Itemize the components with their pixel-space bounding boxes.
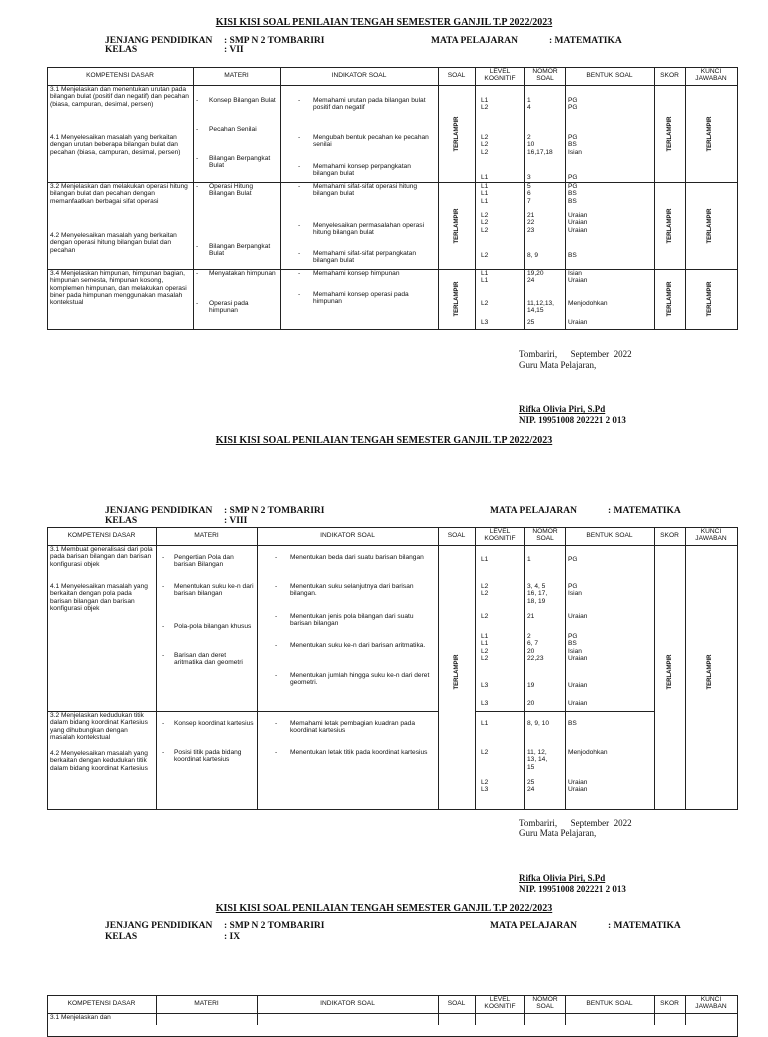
- level-cell: L1: [481, 174, 489, 181]
- bentuk-cell: BS: [568, 720, 577, 727]
- bentuk-cell: Uraian: [568, 700, 588, 707]
- value-mapel-3: : MATEMATIKA: [608, 921, 681, 931]
- indikator-text: Mengubah bentuk pecahan ke pecahan senilai: [313, 134, 429, 149]
- indikator-text: Memahami konsep himpunan: [313, 270, 400, 277]
- materi-text: Menentukan suku ke-n dari barisan bilangan: [174, 583, 254, 598]
- value-mapel-2: : MATEMATIKA: [608, 506, 681, 516]
- nomor-cell: 11,12,13, 14,15: [527, 300, 555, 315]
- materi-text: Konsep Bilangan Bulat: [209, 97, 276, 104]
- sign-place-date-2: Tombariri, September 2022: [519, 818, 632, 828]
- label-jenjang-2: JENJANG PENDIDIKAN: [105, 506, 213, 516]
- label-jenjang-1: JENJANG PENDIDIKAN: [105, 36, 213, 46]
- level-cell: L1: [481, 720, 489, 727]
- bentuk-cell: PG: [568, 174, 578, 181]
- th-skor-1: SKOR: [660, 72, 679, 79]
- nomor-cell: 2 6, 7 20 22,23: [527, 633, 544, 662]
- th-kunci-2: KUNCI JAWABAN: [695, 528, 727, 542]
- th-soal-1: SOAL: [447, 72, 466, 79]
- sign-name-1: Rifka Olivia Piri, S.Pd: [519, 404, 606, 414]
- nomor-cell: 3, 4, 5 16, 17, 18, 19: [527, 583, 548, 605]
- value-jenjang-3: : SMP N 2 TOMBARIRI: [224, 921, 325, 931]
- kunci-terlampir: TERLAMPIR: [707, 281, 713, 317]
- th-bentuk-2: BENTUK SOAL: [586, 532, 633, 539]
- level-cell: L2: [481, 749, 489, 756]
- label-jenjang-3: JENJANG PENDIDIKAN: [105, 921, 213, 931]
- level-cell: L2: [481, 300, 489, 307]
- sign-place-date-1: Tombariri, September 2022: [519, 349, 632, 359]
- soal-terlampir: TERLAMPIR: [454, 281, 460, 317]
- nomor-cell: 3: [527, 174, 531, 181]
- kd-text: 3.1 Menjelaskan dan menentukan urutan pada bilangan bulat (positif dan negatif) dan pecahan (biasa, campuran, desimal, persen): [50, 86, 189, 108]
- soal-terlampir: TERLAMPIR: [454, 116, 460, 152]
- materi-text: Operasi Hitung Bilangan Bulat: [209, 183, 253, 198]
- doc-title-1: KISI KISI SOAL PENILAIAN TENGAH SEMESTER GANJIL T.P 2022/2023: [215, 17, 553, 28]
- nomor-cell: 21 22 23: [527, 212, 535, 234]
- th-soal-2: SOAL: [447, 532, 466, 539]
- kd-text: 3.1 Menjelaskan dan: [50, 1014, 111, 1021]
- indikator-text: Menentukan beda dari suatu barisan bilangan: [290, 554, 424, 561]
- sign-nip-1: NIP. 19951008 202221 2 013: [519, 415, 626, 425]
- th-indikator-3: INDIKATOR SOAL: [320, 1000, 375, 1007]
- bentuk-cell: Uraian Uraian: [568, 779, 588, 794]
- th-indikator-2: INDIKATOR SOAL: [320, 532, 375, 539]
- sign-role-2: Guru Mata Pelajaran,: [519, 828, 597, 838]
- nomor-cell: 8, 9, 10: [527, 720, 549, 727]
- label-kelas-1: KELAS: [105, 45, 138, 55]
- materi-text: Konsep koordinat kartesius: [174, 720, 254, 727]
- doc-title-3: KISI KISI SOAL PENILAIAN TENGAH SEMESTER GANJIL T.P 2022/2023: [215, 903, 553, 914]
- kunci-terlampir: TERLAMPIR: [707, 654, 713, 690]
- materi-text: Pecahan Senilai: [209, 126, 257, 133]
- indikator-text: Memahami urutan pada bilangan bulat positif dan negatif: [313, 97, 426, 112]
- bentuk-cell: PG Isian: [568, 583, 582, 598]
- label-mapel-1: MATA PELAJARAN: [431, 36, 518, 46]
- kunci-terlampir: TERLAMPIR: [707, 116, 713, 152]
- bentuk-cell: Uraian: [568, 319, 588, 326]
- bentuk-cell: Menjodohkan: [568, 749, 608, 756]
- value-kelas-3: : IX: [224, 932, 241, 942]
- nomor-cell: 19: [527, 682, 535, 689]
- indikator-text: Memahami konsep perpangkatan bilangan bulat: [313, 163, 411, 178]
- level-cell: L3: [481, 700, 489, 707]
- value-kelas-1: : VII: [224, 45, 244, 55]
- soal-terlampir: TERLAMPIR: [454, 208, 460, 244]
- nomor-cell: 5 6 7: [527, 183, 531, 205]
- nomor-cell: 11, 12, 13, 14, 15: [527, 749, 548, 771]
- kd-text: 4.2 Menyelesaikan masalah yang berkaitan dengan operasi hitung bilangan bulat dan pecahan: [50, 232, 177, 254]
- th-nomor-1: NOMOR SOAL: [532, 68, 558, 82]
- indikator-text: Memahami konsep operasi pada himpunan: [313, 291, 409, 306]
- level-cell: L1 L1 L1: [481, 183, 489, 205]
- level-cell: L2 L2: [481, 583, 489, 598]
- th-level-1: LEVEL KOGNITIF: [484, 68, 516, 82]
- kd-text: 4.1 Menyelesaikan masalah yang berkaitan dengan urutan beberapa bilangan bulat dan pecahan (biasa, campuran, desimal, persen): [50, 134, 181, 156]
- level-cell: L2 L3: [481, 779, 489, 794]
- level-cell: L2: [481, 252, 489, 259]
- bentuk-cell: Uraian: [568, 613, 588, 620]
- nomor-cell: 19,20 24: [527, 270, 544, 285]
- nomor-cell: 2 10 16,17,18: [527, 134, 553, 156]
- value-mapel-1: : MATEMATIKA: [549, 36, 622, 46]
- bentuk-cell: BS: [568, 252, 577, 259]
- nomor-cell: 8, 9: [527, 252, 538, 259]
- indikator-text: Menentukan jenis pola bilangan dari suatu barisan bilangan: [290, 613, 414, 628]
- kd-text: 3.2 Menjelaskan dan melakukan operasi hitung bilangan bulat dan pecahan dengan memanfaatkan berbagai sifat operasi: [50, 183, 188, 205]
- materi-text: Menyatakan himpunan: [209, 270, 276, 277]
- bentuk-cell: PG BS BS: [568, 183, 578, 205]
- nomor-cell: 1 4: [527, 97, 531, 112]
- nomor-cell: 25: [527, 319, 535, 326]
- indikator-text: Menyelesaikan permasalahan operasi hitung bilangan bulat: [313, 222, 425, 237]
- th-kompetensi-3: KOMPETENSI DASAR: [67, 1000, 136, 1007]
- level-cell: L1 L2: [481, 97, 489, 112]
- indikator-text: Memahami letak pembagian kuadran pada koordinat kartesius: [290, 720, 415, 735]
- materi-text: Operasi pada himpunan: [209, 300, 249, 315]
- label-mapel-3: MATA PELAJARAN: [490, 921, 577, 931]
- bentuk-cell: Uraian Uraian Uraian: [568, 212, 588, 234]
- materi-text: Bilangan Berpangkat Bulat: [209, 243, 271, 258]
- level-cell: L2: [481, 613, 489, 620]
- nomor-cell: 20: [527, 700, 535, 707]
- nomor-cell: 1: [527, 556, 531, 563]
- th-nomor-2: NOMOR SOAL: [532, 528, 558, 542]
- bentuk-cell: Uraian: [568, 682, 588, 689]
- soal-terlampir: TERLAMPIR: [454, 654, 460, 690]
- th-level-3: LEVEL KOGNITIF: [484, 996, 516, 1010]
- label-mapel-2: MATA PELAJARAN: [490, 506, 577, 516]
- skor-terlampir: TERLAMPIR: [667, 281, 673, 317]
- th-skor-3: SKOR: [660, 1000, 679, 1007]
- value-jenjang-1: : SMP N 2 TOMBARIRI: [224, 36, 325, 46]
- th-kompetensi-2: KOMPETENSI DASAR: [67, 532, 136, 539]
- materi-text: Pola-pola bilangan khusus: [174, 623, 252, 630]
- th-bentuk-1: BENTUK SOAL: [586, 72, 633, 79]
- value-jenjang-2: : SMP N 2 TOMBARIRI: [224, 506, 325, 516]
- th-bentuk-3: BENTUK SOAL: [586, 1000, 633, 1007]
- doc-title-2: KISI KISI SOAL PENILAIAN TENGAH SEMESTER GANJIL T.P 2022/2023: [215, 435, 553, 446]
- bentuk-cell: Menjodohkan: [568, 300, 608, 307]
- skor-terlampir: TERLAMPIR: [667, 208, 673, 244]
- bentuk-cell: PG BS Isian: [568, 134, 582, 156]
- th-soal-3: SOAL: [447, 1000, 466, 1007]
- materi-text: Pengertian Pola dan barisan Bilangan: [174, 554, 234, 569]
- materi-text: Bilangan Berpangkat Bulat: [209, 155, 271, 170]
- sign-name-2: Rifka Olivia Piri, S.Pd: [519, 873, 606, 883]
- materi-text: Posisi titik pada bidang koordinat kartesius: [174, 749, 242, 764]
- value-kelas-2: : VIII: [224, 516, 248, 526]
- bentuk-cell: PG PG: [568, 97, 578, 112]
- kd-text: 4.1 Menyelesaikan masalah yang berkaitan dengan pola pada barisan bilangan dan barisan konfigurasi objek: [50, 583, 148, 612]
- th-materi-2: MATERI: [194, 532, 219, 539]
- th-kompetensi-1: KOMPETENSI DASAR: [86, 72, 154, 79]
- indikator-text: Memahami sifat-sifat perpangkatan bilangan bulat: [313, 250, 416, 265]
- kd-text: 4.2 Menyelesaikan masalah yang berkaitan dengan kedudukan titik dalam bidang koordinat Kartesius: [50, 750, 148, 772]
- bentuk-cell: PG: [568, 556, 578, 563]
- th-materi-1: MATERI: [224, 72, 249, 79]
- th-kunci-3: KUNCI JAWABAN: [695, 996, 727, 1010]
- level-cell: L3: [481, 319, 489, 326]
- th-indikator-1: INDIKATOR SOAL: [331, 72, 387, 79]
- skor-terlampir: TERLAMPIR: [667, 116, 673, 152]
- bentuk-cell: Isian Uraian: [568, 270, 588, 285]
- label-kelas-3: KELAS: [105, 932, 138, 942]
- th-materi-3: MATERI: [194, 1000, 219, 1007]
- indikator-text: Menentukan suku selanjutnya dari barisan bilangan.: [290, 583, 414, 598]
- level-cell: L3: [481, 682, 489, 689]
- sign-nip-2: NIP. 19951008 202221 2 013: [519, 884, 626, 894]
- bentuk-cell: PG BS Isian Uraian: [568, 633, 588, 662]
- th-kunci-1: KUNCI JAWABAN: [695, 68, 727, 82]
- th-level-2: LEVEL KOGNITIF: [484, 528, 516, 542]
- level-cell: L1 L1 L2 L2: [481, 633, 489, 662]
- kd-text: 3.1 Membuat generalisasi dari pola pada barisan bilangan dan barisan konfigurasi objek: [50, 546, 153, 568]
- kd-text: 3.4 Menjelaskan himpunan, himpunan bagian, himpunan semesta, himpunan kosong, komplemen himpunan, dan melakukan operasi biner pada himpunan menggunakan masalah kontekstual: [50, 270, 187, 307]
- th-skor-2: SKOR: [660, 532, 679, 539]
- kd-text: 3.2 Menjelaskan kedudukan titik dalam bidang koordinat Kartesius yang dihubungkan dengan masalah kontekstual: [50, 712, 148, 741]
- level-cell: L1 L1: [481, 270, 489, 285]
- kunci-terlampir: TERLAMPIR: [707, 208, 713, 244]
- nomor-cell: 21: [527, 613, 535, 620]
- level-cell: L1: [481, 556, 489, 563]
- th-nomor-3: NOMOR SOAL: [532, 996, 558, 1010]
- indikator-text: Menentukan jumlah hingga suku ke-n dari deret geometri.: [290, 672, 430, 687]
- indikator-text: Memahami sifat-sifat operasi hitung bilangan bulat: [313, 183, 418, 198]
- level-cell: L2 L2 L2: [481, 212, 489, 234]
- materi-text: Barisan dan deret aritmatika dan geometri: [174, 652, 243, 667]
- indikator-text: Menentukan letak titik pada koordinat kartesius: [290, 749, 428, 756]
- indikator-text: Menentukan suku ke-n dari barisan aritmatika.: [290, 642, 426, 649]
- nomor-cell: 25 24: [527, 779, 535, 794]
- level-cell: L2 L2 L2: [481, 134, 489, 156]
- skor-terlampir: TERLAMPIR: [667, 654, 673, 690]
- label-kelas-2: KELAS: [105, 516, 138, 526]
- sign-role-1: Guru Mata Pelajaran,: [519, 360, 597, 370]
